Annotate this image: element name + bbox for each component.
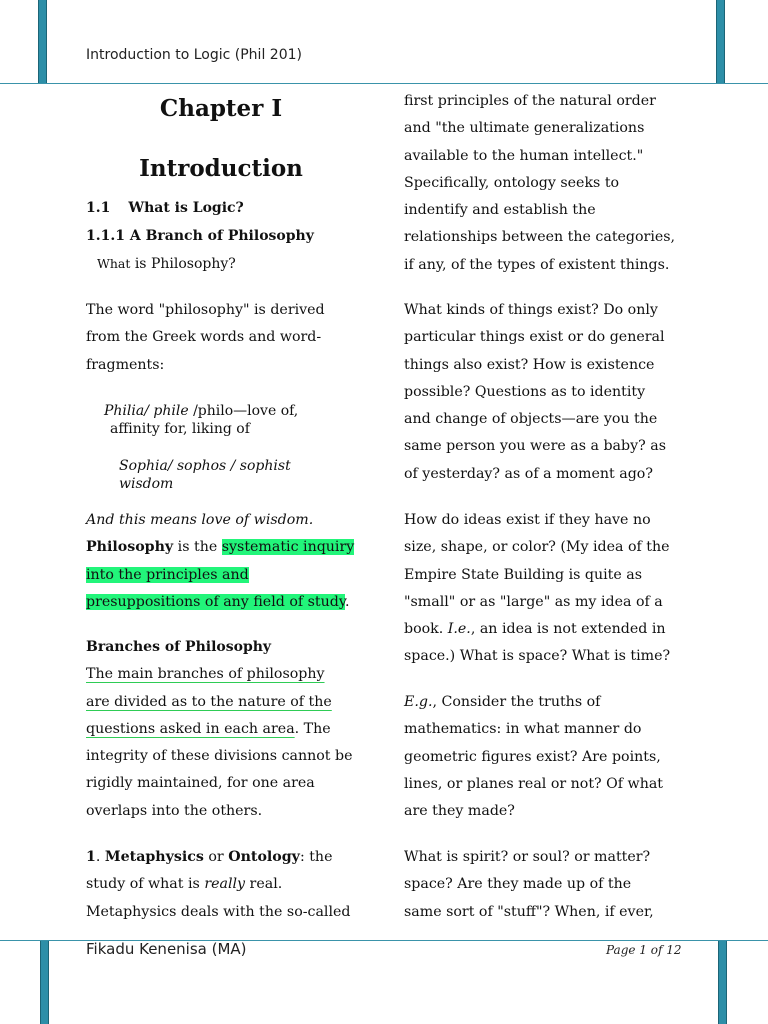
branches-heading: Branches of Philosophy xyxy=(86,639,272,655)
subsection-heading: 1.1.1 A Branch of Philosophy xyxy=(86,228,314,244)
top-left-bar xyxy=(38,0,47,83)
branches-section: Branches of Philosophy The main branches of philosophy are divided as to the nature of the questions asked in each area. The integrity of these divisions cannot be rigidly maintained, for one area overlaps into the others. xyxy=(86,634,353,825)
spirit-paragraph: What is spirit? or soul? or matter? space? Are they made up of the same sort of "stuff"? When, if ever, xyxy=(404,849,654,920)
top-right-bar xyxy=(716,0,725,83)
section-title: What is Logic? xyxy=(128,200,244,216)
ontology-paragraph: first principles of the natural order and "the ultimate generalizations available to the human intellect." Specifically, ontology seeks to indentify and establish the relationships between the categories, if any, of the types of existent things. xyxy=(404,93,676,273)
header-title: Introduction to Logic (Phil 201) xyxy=(86,47,302,63)
existence-questions-paragraph: What kinds of things exist? Do only particular things exist or do general things also exist? How is existence possible? Questions as to identity and change of objects—are you the same person you were as a baby? as of yesterday? as of a moment ago? xyxy=(404,302,666,482)
section-number: 1.1 xyxy=(86,200,111,216)
footer-author: Fikadu Kenenisa (MA) xyxy=(86,940,247,958)
sophia-entry: Sophia/ sophos / sophist wisdom xyxy=(119,458,291,492)
definition-paragraph: And this means love of wisdom. Philosophy is the systematic inquiry into the principles and presuppositions of any field of study. xyxy=(86,512,355,610)
chapter-number: Chapter I xyxy=(159,95,283,122)
question-line: What is Philosophy? xyxy=(97,256,236,272)
philia-entry: Philia/ phile /philo—love of, affinity for, liking of xyxy=(104,403,299,437)
section-heading xyxy=(86,200,244,216)
bottom-left-bar xyxy=(40,940,49,1024)
etymology-paragraph: The word "philosophy" is derived from the Greek words and word- fragments: xyxy=(86,302,325,373)
metaphysics-paragraph: 1. Metaphysics or Ontology: the study of what is really real. Metaphysics deals with the so-called xyxy=(86,849,351,920)
chapter-title: Introduction xyxy=(139,155,303,182)
mathematics-paragraph: E.g., Consider the truths of mathematics: in what manner do geometric figures exist? Are points, lines, or planes real or not? Of what are they made? xyxy=(404,694,663,820)
header-rule xyxy=(0,83,768,84)
footer-page-number: Page 1 of 12 xyxy=(606,943,682,957)
bottom-right-bar xyxy=(718,940,727,1024)
ideas-paragraph: How do ideas exist if they have no size, shape, or color? (My idea of the Empire State Building is quite as "small" or as "large" as my idea of a book. I.e., an idea is not extended in space.) What is space? What is time? xyxy=(404,512,671,665)
